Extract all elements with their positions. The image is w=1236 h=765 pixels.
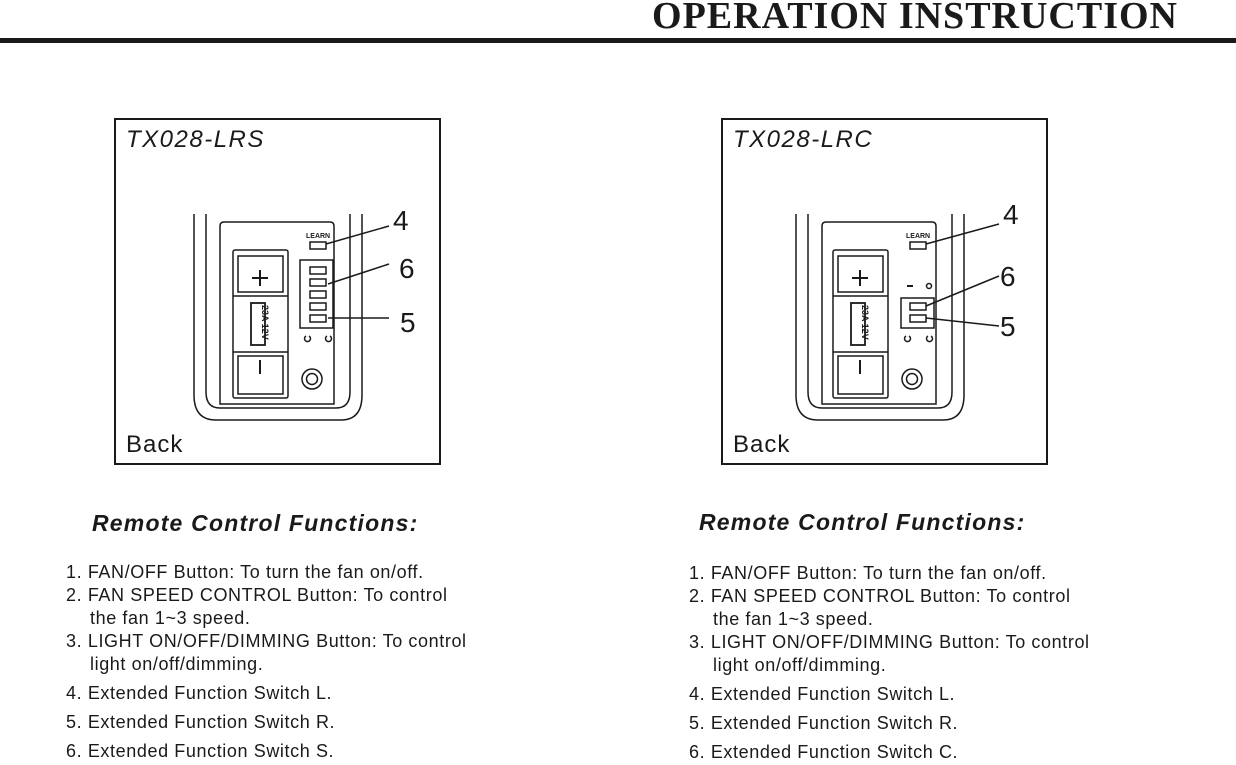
model-label: TX028-LRC <box>733 126 874 153</box>
learn-label: LEARN <box>906 233 931 240</box>
function-list <box>66 561 467 763</box>
title-rule <box>0 38 1236 43</box>
model-label: TX028-LRS <box>126 126 265 153</box>
remote-panel-lrc <box>721 118 1048 465</box>
remote-panel-lrs <box>114 118 441 465</box>
function-item: 1. FAN/OFF Button: To turn the fan on/off. <box>689 563 1047 583</box>
callout-5: 5 <box>400 307 416 338</box>
function-item: 5. Extended Function Switch R. <box>689 713 959 733</box>
battery-label: 23A 12V <box>260 305 270 340</box>
back-label: Back <box>126 431 184 458</box>
function-item: 6. Extended Function Switch S. <box>66 741 335 761</box>
back-label: Back <box>733 431 791 458</box>
function-item: 6. Extended Function Switch C. <box>689 742 959 762</box>
remote-back-drawing <box>116 120 439 463</box>
function-item: 4. Extended Function Switch L. <box>66 683 333 703</box>
section-heading: Remote Control Functions: <box>92 510 419 536</box>
function-item: 1. FAN/OFF Button: To turn the fan on/off. <box>66 562 424 582</box>
function-list <box>689 562 1090 764</box>
section-heading: Remote Control Functions: <box>699 509 1026 535</box>
function-item: 3. LIGHT ON/OFF/DIMMING Button: To control light on/off/dimming. <box>66 631 467 674</box>
page-title: OPERATION INSTRUCTION <box>652 0 1178 37</box>
callout-4: 4 <box>393 205 409 236</box>
callout-6: 6 <box>1000 261 1016 292</box>
function-item: 2. FAN SPEED CONTROL Button: To control the fan 1~3 speed. <box>66 585 448 628</box>
function-item: 4. Extended Function Switch L. <box>689 684 956 704</box>
function-item: 5. Extended Function Switch R. <box>66 712 336 732</box>
battery-label: 23A 12V <box>860 305 870 340</box>
callout-6: 6 <box>399 253 415 284</box>
callout-5: 5 <box>1000 311 1016 342</box>
function-item: 2. FAN SPEED CONTROL Button: To control the fan 1~3 speed. <box>689 586 1071 629</box>
function-item: 3. LIGHT ON/OFF/DIMMING Button: To control light on/off/dimming. <box>689 632 1090 675</box>
learn-label: LEARN <box>306 233 331 240</box>
remote-back-drawing <box>723 120 1046 463</box>
callout-4: 4 <box>1003 199 1019 230</box>
